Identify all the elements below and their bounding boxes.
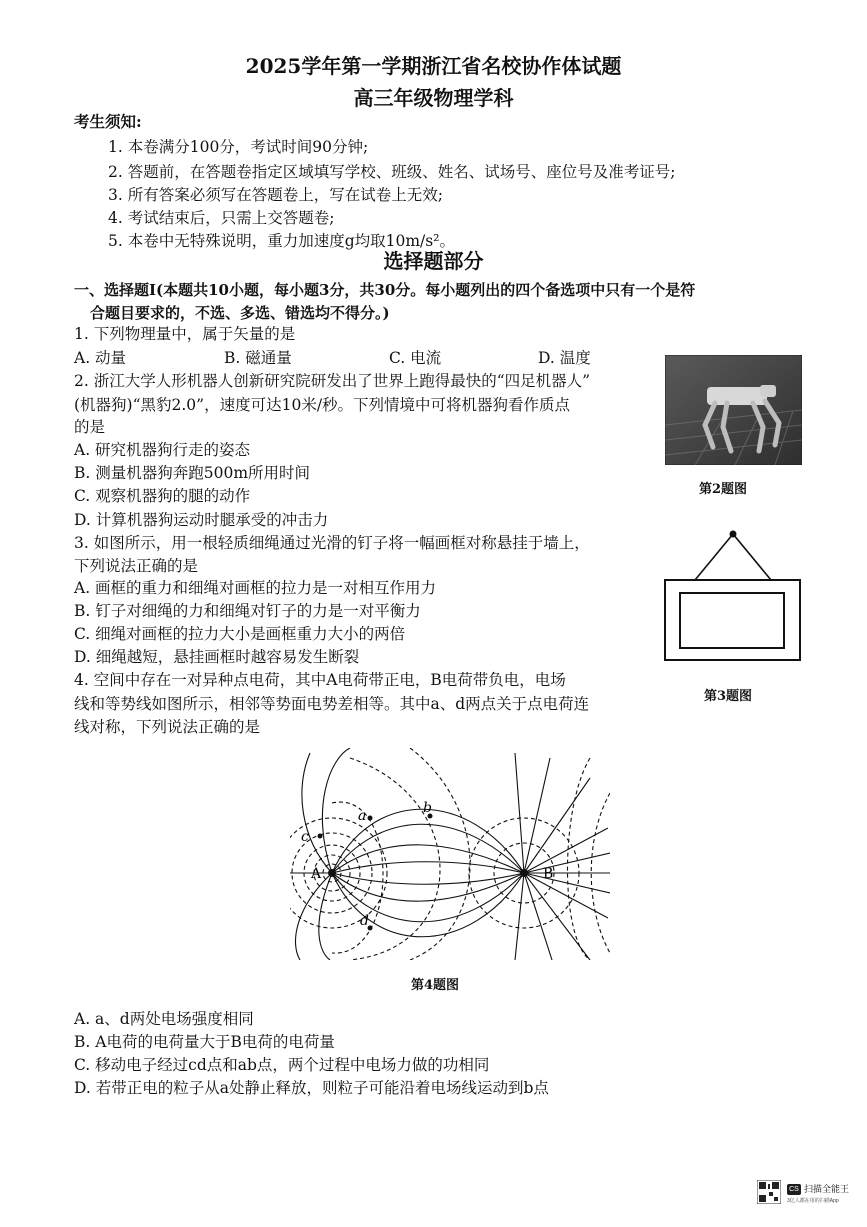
q4-stem: 线和等势线如图所示，相邻等势面电势差相等。其中a、d两点关于点电荷连 — [74, 695, 590, 713]
section-title: 选择题部分 — [383, 249, 484, 273]
q2-caption: 第2题图 — [699, 482, 748, 497]
section-intro: 一、选择题Ⅰ(本题共10小题，每小题3分，共30分。每小题列出的四个备选项中只有一个是符 — [74, 281, 696, 299]
q3-option-d: D. 细绳越短，悬挂画框时越容易发生断裂 — [74, 648, 360, 666]
q1-option-b: B. 磁通量 — [224, 349, 292, 367]
exam-subtitle: 高三年级物理学科 — [353, 86, 514, 110]
q4-caption: 第4题图 — [411, 978, 460, 993]
electric-field-diagram — [290, 748, 610, 960]
label-point-c: c — [301, 829, 309, 845]
frame-inner — [680, 593, 784, 648]
q1-option-c: C. 电流 — [389, 349, 442, 367]
instructions-heading: 考生须知: — [74, 112, 142, 131]
label-charge-a: A — [311, 866, 322, 882]
q4-option-b: B. A电荷的电荷量大于B电荷的电荷量 — [74, 1033, 335, 1051]
q1-stem: 1. 下列物理量中，属于矢量的是 — [74, 325, 296, 343]
instruction-item: 3. 所有答案必须写在答题卷上，写在试卷上无效; — [108, 186, 443, 204]
q2-option-c: C. 观察机器狗的腿的动作 — [74, 487, 251, 505]
charge-a-icon — [328, 869, 336, 877]
q3-option-a: A. 画框的重力和细绳对画框的拉力是一对相互作用力 — [74, 579, 437, 597]
robot-dog-photo — [665, 355, 802, 465]
instruction-item: 1. 本卷满分100分，考试时间90分钟; — [108, 138, 369, 156]
instruction-item: 5. 本卷中无特殊说明，重力加速度g均取10m/s²。 — [108, 232, 455, 250]
scanner-name: 扫描全能王 — [804, 1184, 850, 1194]
cs-badge: CS — [787, 1184, 801, 1195]
q1-option-a: A. 动量 — [74, 349, 127, 367]
q4-stem: 线对称，下列说法正确的是 — [74, 718, 261, 736]
qr-code-icon — [757, 1180, 781, 1204]
scanner-subtext: 3亿人都在用的扫描App — [787, 1198, 839, 1204]
exam-title: 2025学年第一学期浙江省名校协作体试题 — [245, 54, 622, 78]
q2-option-a: A. 研究机器狗行走的姿态 — [74, 441, 251, 459]
q3-caption: 第3题图 — [704, 689, 753, 704]
q4-option-c: C. 移动电子经过cd点和ab点，两个过程中电场力做的功相同 — [74, 1056, 490, 1074]
q2-option-b: B. 测量机器狗奔跑500m所用时间 — [74, 464, 311, 482]
q1-option-d: D. 温度 — [538, 349, 591, 367]
label-point-b: b — [423, 800, 432, 816]
rope — [695, 534, 771, 580]
q3-option-b: B. 钉子对细绳的力和细绳对钉子的力是一对平衡力 — [74, 602, 421, 620]
q2-stem: (机器狗)“黑豹2.0”，速度可达10米/秒。下列情境中可将机器狗看作质点 — [74, 396, 571, 414]
section-intro: 合题目要求的，不选、多选、错选均不得分。) — [90, 304, 390, 322]
label-point-d: d — [360, 913, 369, 929]
q2-stem: 2. 浙江大学人形机器人创新研究院研发出了世界上跑得最快的“四足机器人” — [74, 372, 591, 390]
instruction-item: 4. 考试结束后，只需上交答题卷; — [108, 209, 335, 227]
q3-stem: 下列说法正确的是 — [74, 557, 199, 575]
point-c-icon — [318, 834, 323, 839]
q3-option-c: C. 细绳对画框的拉力大小是画框重力大小的两倍 — [74, 625, 406, 643]
equipotential-lines — [290, 748, 610, 960]
q2-stem: 的是 — [74, 418, 106, 436]
instruction-item: 2. 答题前，在答题卷指定区域填写学校、班级、姓名、试场号、座位号及准考证号; — [108, 163, 676, 181]
hanging-frame-diagram — [660, 525, 805, 665]
q4-option-a: A. a、d两处电场强度相同 — [74, 1010, 254, 1028]
q2-option-d: D. 计算机器狗运动时腿承受的冲击力 — [74, 511, 329, 529]
point-a-icon — [368, 816, 373, 821]
label-point-a: a — [358, 808, 367, 824]
scanner-watermark — [757, 1178, 861, 1218]
q4-option-d: D. 若带正电的粒子从a处静止释放，则粒子可能沿着电场线运动到b点 — [74, 1079, 549, 1097]
q3-stem: 3. 如图所示，用一根轻质细绳通过光滑的钉子将一幅画框对称悬挂于墙上， — [74, 534, 590, 552]
q4-stem: 4. 空间中存在一对异种点电荷，其中A电荷带正电，B电荷带负电，电场 — [74, 671, 566, 689]
label-charge-b: B — [543, 866, 554, 882]
charge-b-icon — [520, 869, 528, 877]
